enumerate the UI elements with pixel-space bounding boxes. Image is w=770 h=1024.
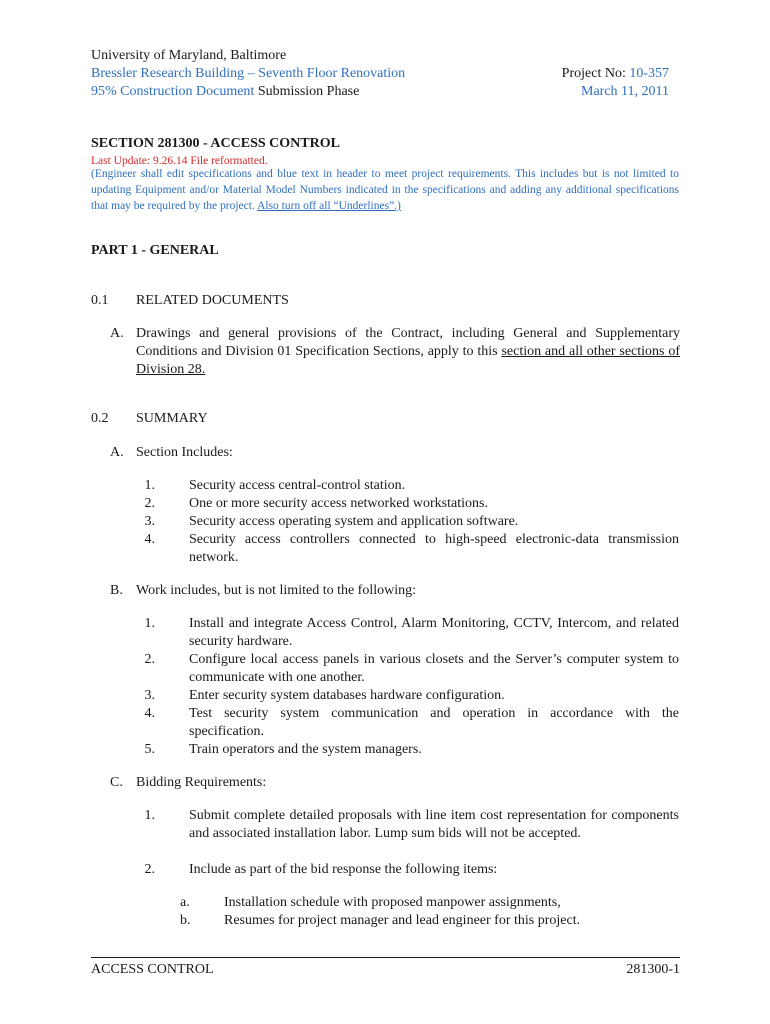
list-item-number: 5. bbox=[144, 742, 155, 757]
list-item-number: 3. bbox=[144, 514, 155, 529]
summary-para-c-text: Bidding Requirements: bbox=[136, 775, 267, 790]
summary-para-b-letter: B. bbox=[110, 583, 123, 598]
related-docs-underlined: section and all other sections of Division 28. bbox=[136, 344, 680, 377]
header-phase-suffix: Submission Phase bbox=[254, 84, 360, 99]
part-1-title: PART 1 - GENERAL bbox=[91, 243, 219, 258]
list-item-number: 2. bbox=[144, 862, 155, 877]
related-docs-text: Drawings and general provisions of the Contract, including General and Supplementary Conditions and Division 01 Specification Sections, apply to this bbox=[136, 326, 680, 359]
list-item-text: One or more security access networked workstations. bbox=[189, 496, 488, 511]
list-item-number: 4. bbox=[144, 706, 155, 721]
list-item-number: 2. bbox=[144, 652, 155, 667]
sub-item-text: Installation schedule with proposed manpower assignments, bbox=[224, 895, 561, 910]
list-item-text: Configure local access panels in various closets and the Server’s computer system to communicate with one another. bbox=[189, 652, 679, 685]
sub-item-letter: a. bbox=[180, 895, 190, 910]
article-0-1-title: RELATED DOCUMENTS bbox=[136, 293, 289, 308]
section-title: SECTION 281300 - ACCESS CONTROL bbox=[91, 136, 340, 151]
header-phase-prefix: 95% Construction Document bbox=[91, 84, 255, 99]
list-item-number: 3. bbox=[144, 688, 155, 703]
list-item-text: Test security system communication and operation in accordance with the specification. bbox=[189, 706, 679, 739]
list-item-text: Security access operating system and application software. bbox=[189, 514, 519, 529]
article-0-1-para-a-text bbox=[136, 325, 680, 379]
article-0-1-para-a-letter: A. bbox=[110, 326, 124, 341]
engineer-note-underlined: Also turn off all “Underlines”.) bbox=[257, 200, 401, 212]
footer-section-name: ACCESS CONTROL bbox=[91, 962, 214, 977]
list-item-number: 2. bbox=[144, 496, 155, 511]
engineer-note-text: (Engineer shall edit specifications and blue text in header to meet project requirements. This includes but is not limited to updating Equipment and/or Material Model Numbers indicated in the specifications and adding any additional specifications that may be required by the project. bbox=[91, 168, 679, 212]
footer-page-number: 281300-1 bbox=[626, 962, 680, 977]
list-item-text: Security access central-control station. bbox=[189, 478, 406, 493]
header-project-name: Bressler Research Building – Seventh Floor Renovation bbox=[91, 66, 406, 81]
list-item-number: 4. bbox=[144, 532, 155, 547]
list-item-text: Security access controllers connected to high-speed electronic-data transmission network. bbox=[189, 532, 679, 565]
project-no-label: Project No: bbox=[561, 66, 630, 81]
header-phase bbox=[91, 83, 511, 101]
sub-item-text: Resumes for project manager and lead engineer for this project. bbox=[224, 913, 581, 928]
article-0-1-number: 0.1 bbox=[91, 293, 109, 308]
summary-para-b-text: Work includes, but is not limited to the following: bbox=[136, 583, 417, 598]
list-item-text: Submit complete detailed proposals with line item cost representation for components and associated installation labor. Lump sum bids will not be accepted. bbox=[189, 808, 679, 841]
list-item-text: Enter security system databases hardware configuration. bbox=[189, 688, 505, 703]
list-item-number: 1. bbox=[144, 808, 155, 823]
list-item-number: 1. bbox=[144, 478, 155, 493]
summary-para-a-text: Section Includes: bbox=[136, 445, 233, 460]
summary-para-a-letter: A. bbox=[110, 445, 124, 460]
list-item-number: 1. bbox=[144, 616, 155, 631]
list-item-text: Install and integrate Access Control, Alarm Monitoring, CCTV, Intercom, and related security hardware. bbox=[189, 616, 679, 649]
header-left-block bbox=[91, 47, 511, 101]
article-0-2-title: SUMMARY bbox=[136, 411, 208, 426]
header-right-block bbox=[469, 65, 669, 101]
project-no-value: 10-357 bbox=[629, 66, 669, 81]
list-item-text: Include as part of the bid response the following items: bbox=[189, 862, 498, 877]
header-date: March 11, 2011 bbox=[581, 84, 669, 99]
header-institution: University of Maryland, Baltimore bbox=[91, 48, 287, 63]
header-project-no bbox=[469, 65, 669, 83]
footer-divider bbox=[91, 957, 680, 958]
summary-para-c-letter: C. bbox=[110, 775, 123, 790]
article-0-2-number: 0.2 bbox=[91, 411, 109, 426]
engineer-note bbox=[91, 166, 679, 214]
sub-item-letter: b. bbox=[180, 913, 191, 928]
last-update-note: Last Update: 9.26.14 File reformatted. bbox=[91, 155, 268, 167]
list-item-text: Train operators and the system managers. bbox=[189, 742, 422, 757]
